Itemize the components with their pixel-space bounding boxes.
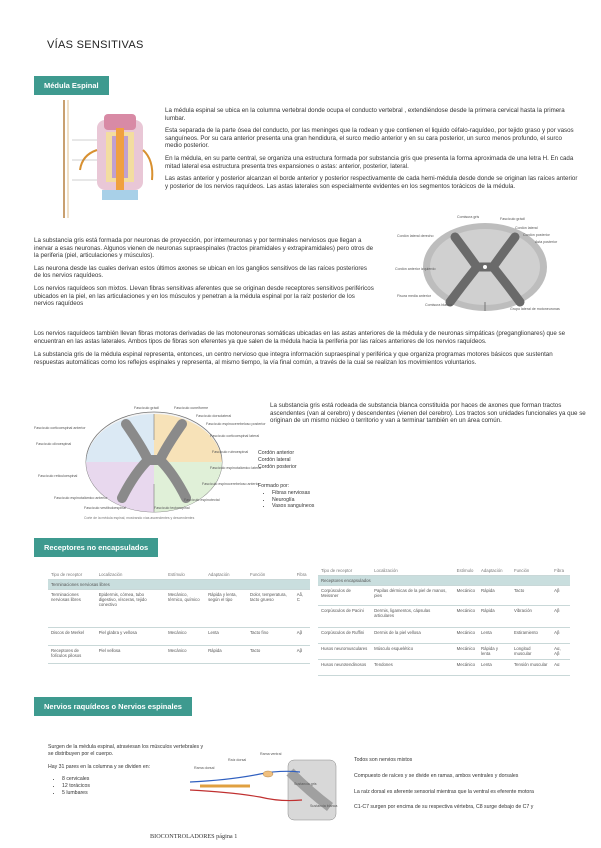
table-cell: Músculo esquelético [371, 644, 454, 660]
micrograph-label: Cordón lateral derecho [397, 234, 434, 238]
paragraph: La substancia gris está rodeada de substancia blanca constituida por haces de axones que forman tractos ascendentes (van al cerebro) y descendentes (vienen del cerebro). Los tractos son unidades funcionales ya que se originan de un mismo núcleo o territorio y van a terminar también en un área común. [270, 402, 586, 425]
cross-section-label: Fascículo dorsolateral [196, 414, 232, 418]
receptors-table-left [48, 570, 310, 664]
table-row [318, 628, 570, 644]
cross-section-caption: Corte de la médula espinal, mostrando vías ascendentes y descendentes [84, 516, 195, 520]
paragraph: Los nervios raquídeos son mixtos. Llevan fibras sensitivas aferentes que se originan desde receptores sensitivos periféricos ubicados en la piel, en las articulaciones y en los músculos y penetran a la médula espinal por la raíz posterior de los nervios raquídeos [34, 284, 374, 308]
paragraph: Esta separada de la parte ósea del conducto, por las meninges que la rodean y que contienen el liquido céfalo-raquídeo, por tejido graso y por vasos sanguíneos. Por su cara anterior presenta una gran hendidura, el surco medio anterior y en su cara posterior, un surco menos profundo, el surco medio posterior. [165, 127, 574, 150]
nervios-point: Compuesto de raíces y se divide en ramas, ambos ventrales y dorsales [354, 772, 519, 779]
table-subheader: Receptores encapsulados [318, 576, 570, 586]
cross-section-label: Fascículo olivoespinal [36, 442, 72, 446]
blanca-text [270, 402, 586, 425]
list-item: • 12 torácicos [62, 783, 208, 790]
table-header: Función [511, 566, 551, 576]
table-row [318, 644, 570, 660]
cross-section-label: Fascículo grácil [134, 406, 159, 410]
nervios-right-text [354, 757, 586, 811]
cross-section-label: Fascículo espinotalámico anterior [54, 496, 108, 500]
table-cell: Aα, Aβ [551, 644, 570, 660]
list-item: • Neuroglía [272, 497, 314, 504]
list-item: • 8 cervicales [62, 776, 208, 783]
table-cell: Mecánico [454, 660, 478, 676]
table-header: Localización [96, 570, 165, 580]
table-header: Adaptación [478, 566, 511, 576]
nerve-diagram-label: Raíz dorsal [228, 758, 247, 762]
table-cell: Papilas dérmicas de la piel de manos, pies [371, 586, 454, 606]
paragraph: Las astas anterior y posterior alcanzan el borde anterior y posterior respectivamente de cada hemi-médula desde donde se originan las raíces anterior y posterior de los nervios raquídeos. Las astas laterales son especialmente evidentes en los segmentos torácicos de la médula. [165, 175, 578, 190]
micrograph-label: Comisura gris [457, 215, 480, 219]
micrograph-label: Comisura blanca [425, 303, 452, 307]
page-title: VÍAS SENSITIVAS [47, 39, 144, 51]
table-cell: Aβ [551, 628, 570, 644]
micrograph-label: Fascículo grácil [500, 217, 525, 221]
table-row [48, 590, 310, 628]
table-row [318, 606, 570, 628]
nerve-diagram-label: Sustancia gris [294, 782, 317, 786]
cross-section-label: Fascículo cuneiforme [174, 406, 209, 410]
table-cell: Tacto fino [247, 628, 294, 646]
table-cell: Piel glabra y vellosa [96, 628, 165, 646]
table-cell: Aβ [294, 628, 310, 646]
receptors-table-right [318, 566, 570, 676]
table-cell: Rápida [478, 606, 511, 628]
table-cell: Mecánico [454, 628, 478, 644]
section-band-receptores: Receptores no encapsulados [34, 538, 158, 557]
cross-section-label: Fascículo espinotalámico lateral [210, 466, 262, 470]
table-cell: Rápida [205, 646, 247, 664]
cross-section-label: Fascículo espinocerebeloso anterior [202, 482, 260, 486]
gris-text [34, 237, 374, 308]
table-cell: Longitud muscular [511, 644, 551, 660]
cross-section-label: Fascículo corticoespinal anterior [34, 426, 86, 430]
table-cell: Aβ [551, 586, 570, 606]
table-header: Tipo de receptor [318, 566, 371, 576]
table-header: Localización [371, 566, 454, 576]
cross-section-label: Fascículo rubroespinal [212, 450, 249, 454]
list-item: • Vasos sanguíneos [272, 503, 314, 510]
table-cell: Husos neuromusculares [318, 644, 371, 660]
micrograph-label: Grupo lateral de motoneuronas [510, 307, 560, 311]
table-cell: Corpúsculos de Pacini [318, 606, 371, 628]
spinal-column-illustration [42, 100, 160, 220]
nerve-diagram-label: Rama dorsal [194, 766, 215, 770]
paragraph: En la médula, en su parte central, se organiza una estructura formada por substancia gris que presenta la forma aproximada de una letra H. En cada mitad lateral esa estructura presenta tres expansiones o astas: anterior, posterior, lateral. [165, 154, 574, 170]
table-cell: Aα [551, 660, 570, 676]
table-cell: Lenta [478, 660, 511, 676]
paragraph: Los nervios raquídeos también llevan fibras motoras derivadas de las motoneuronas somáticas ubicadas en las astas anteriores de la médula y de neuronas simpáticas (preganglionares) que se encuentran en las astas laterales. Ambos tipos de fibras son eferentes ya que salen de la médula hacia la periferia por las raíces anteriores de los nervios raquídeos. [34, 330, 566, 345]
table-cell: Piel vellosa [96, 646, 165, 664]
nervios-intro: Surgen de la médula espinal, atraviesan los músculos vertebrales y se distribuyen por el cuerpo. [48, 744, 204, 757]
table-cell: Mecánico [454, 606, 478, 628]
table-cell: Receptores de folículos pilosos [48, 646, 96, 664]
formado-por-list [258, 490, 314, 510]
micrograph-label: Asta posterior [535, 240, 558, 244]
table-header: Tipo de receptor [48, 570, 96, 580]
table-cell: Lenta [205, 628, 247, 646]
nervios-list [48, 776, 208, 796]
table-header: Estímulo [454, 566, 478, 576]
table-cell: Tacto [511, 586, 551, 606]
table-row [318, 660, 570, 676]
formado-por-label: Formado por: [258, 483, 290, 489]
table-cell: Dolor, temperatura, tacto grueso [247, 590, 294, 628]
table-cell: Rápida [478, 586, 511, 606]
nerve-diagram-label: Sustancia blanca [310, 804, 338, 808]
table-header: Fibra [294, 570, 310, 580]
table-subheader: Terminaciones nerviosas libres [48, 580, 310, 590]
micrograph-label: Fisura media anterior [397, 294, 431, 298]
table-row [48, 628, 310, 646]
table-header: Fibra [551, 566, 570, 576]
table-cell: Aβ [551, 606, 570, 628]
table-cell: Epidermis, córnea, tubo digestivo, vísceras, tejido conectivo [96, 590, 165, 628]
medula-text [165, 107, 580, 190]
list-item: • Fibras nerviosas [272, 490, 314, 497]
table-cell: Mecánico, térmico, químico [165, 590, 205, 628]
table-cell: Mecánico [165, 628, 205, 646]
cross-section-label: Fascículo corticoespinal lateral [210, 434, 260, 438]
table-cell: Lenta [478, 628, 511, 644]
table-cell: Husos neurotendinosos [318, 660, 371, 676]
micrograph-label: Cordón posterior [523, 233, 550, 237]
table-cell: Vibración [511, 606, 551, 628]
cross-section-label: Fascículo tectoespinal [154, 506, 190, 510]
table-cell: Corpúsculos de Meissner [318, 586, 371, 606]
table-cell: Aβ [294, 646, 310, 664]
table-cell: Rápida y lenta, según el tipo [205, 590, 247, 628]
table-cell: Rápida y lenta [478, 644, 511, 660]
table-header: Estímulo [165, 570, 205, 580]
table-cell: Mecánico [454, 644, 478, 660]
page-footer: BIOCONTROLADORES página 1 [150, 833, 238, 840]
list-item: • 5 lumbares [62, 790, 208, 797]
table-cell: Corpúsculos de Ruffini [318, 628, 371, 644]
paragraph: Las neurona desde las cuales derivan estos últimos axones se ubican en los ganglios sensitivos de las raíces posteriores de los nervios raquídeos. [34, 264, 367, 280]
table-cell: Tacto [247, 646, 294, 664]
table-cell: Terminaciones nerviosas libres [48, 590, 96, 628]
table-cell: Estiramiento [511, 628, 551, 644]
cross-section-label: Fascículo espinotectal [184, 498, 220, 502]
nervios-left-text [48, 744, 208, 797]
paragraph: La substancia gris de la médula espinal representa, entonces, un centro nervioso que integra información supraespinal y periférica y que organiza programas motores básicos que sustentan respuestas automáticas como los reflejos espinales y representa, al mismo tiempo, la vía final común, a través de la cual se realizan los movimientos voluntarios. [34, 351, 553, 366]
micrograph-label: Cordón lateral [515, 226, 538, 230]
table-cell: Aδ, C [294, 590, 310, 628]
table-cell: Tendones [371, 660, 454, 676]
paragraph: La médula espinal se ubica en la columna vertebral donde ocupa el conducto vertebral , extendiéndose desde la primera cervical hasta la primera lumbar. [165, 107, 565, 122]
cordon-item: Cordón posterior [258, 463, 297, 470]
cordones-list [258, 450, 297, 470]
table-header: Adaptación [205, 570, 247, 580]
nerve-diagram-label: Rama ventral [260, 752, 282, 756]
micrograph-label: Cordón anterior izquierdo [395, 267, 436, 271]
full-width-text [34, 330, 579, 366]
cordon-item: Cordón lateral [258, 456, 291, 463]
spinal-nerve-diagram [190, 752, 340, 822]
table-cell: Tensión muscular [511, 660, 551, 676]
spinal-cord-cross-section [34, 402, 266, 524]
cross-section-label: Fascículo reticuloespinal [38, 474, 78, 478]
table-row [48, 646, 310, 664]
table-cell: Mecánico [454, 586, 478, 606]
section-band-nervios: Nervios raquídeos o Nervios espinales [34, 697, 192, 716]
table-cell: Dermis de la piel vellosa [371, 628, 454, 644]
table-cell: Dermis, ligamentos, cápsulas articulares [371, 606, 454, 628]
cross-section-label: Fascículo espinocerebeloso posterior [206, 422, 266, 426]
table-cell: Mecánico [165, 646, 205, 664]
paragraph: La substancia gris está formada por neuronas de proyección, por interneuronas y por terminales nerviosos que llegan a inervar a esas neuronas. Algunos vienen de neuronas supraespinales (tractos piramidales y extrapiramidales) pero otros de la periferia (piel, articulaciones y músculos). [34, 237, 374, 260]
nervios-point: Todos son nervios mixtos [354, 757, 413, 763]
spinal-cord-micrograph [395, 212, 585, 322]
cross-section-label: Fascículo vestibuloespinal [84, 506, 126, 510]
table-row [318, 586, 570, 606]
formado-por [258, 483, 314, 510]
section-band-medula: Médula Espinal [34, 76, 109, 95]
nervios-point: C1-C7 surgen por encima de su respectiva vértebra, C8 surge debajo de C7 y [354, 804, 534, 811]
nervios-pares: Hay 31 pares en la columna y se dividen en: [48, 763, 151, 770]
nervios-point: La raíz dorsal es aferente sensorial mientras que la ventral es eferente motora [354, 788, 534, 795]
table-header: Función [247, 570, 294, 580]
cordon-item: Cordón anterior [258, 450, 295, 456]
table-cell: Discos de Merkel [48, 628, 96, 646]
